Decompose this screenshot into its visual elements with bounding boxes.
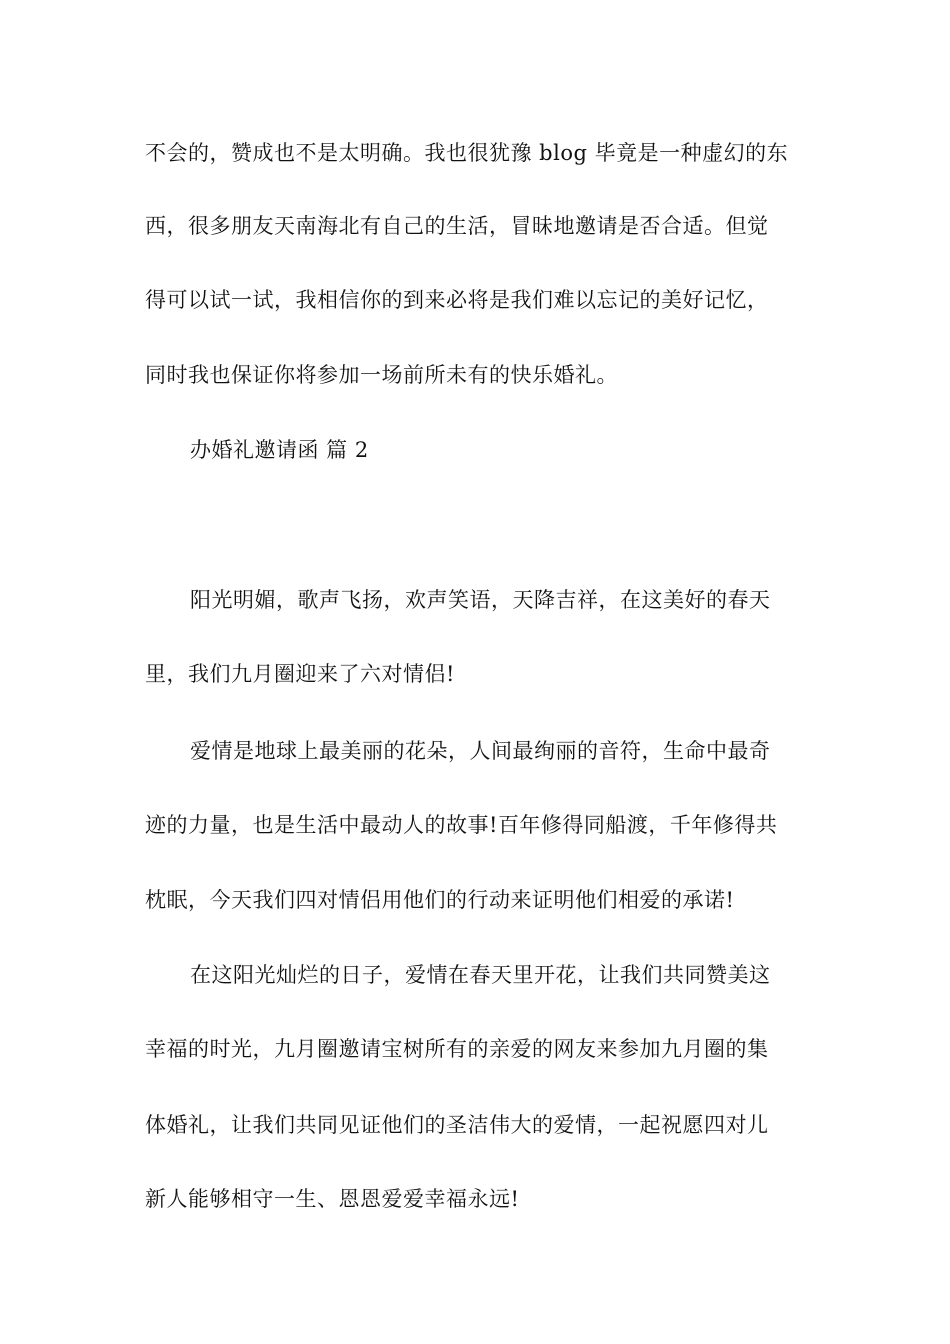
paragraph-line: 枕眠，今天我们四对情侣用他们的行动来证明他们相爱的承诺! [145,888,735,912]
paragraph-line: 西，很多朋友天南海北有自己的生活，冒昧地邀请是否合适。但觉 [145,214,769,238]
paragraph-line: 不会的，赞成也不是太明确。我也很犹豫 blog 毕竟是一种虚幻的东 [145,141,789,165]
paragraph-line: 爱情是地球上最美丽的花朵，人间最绚丽的音符，生命中最奇 [190,739,771,763]
paragraph-line: 里，我们九月圈迎来了六对情侣! [145,662,455,686]
paragraph-line: 在这阳光灿烂的日子，爱情在春天里开花，让我们共同赞美这 [190,963,771,987]
section-heading: 办婚礼邀请函 篇 2 [190,438,369,462]
paragraph-line: 新人能够相守一生、恩恩爱爱幸福永远! [145,1187,520,1211]
paragraph-line: 同时我也保证你将参加一场前所未有的快乐婚礼。 [145,363,618,387]
paragraph-line: 阳光明媚，歌声飞扬，欢声笑语，天降吉祥，在这美好的春天 [190,588,771,612]
paragraph-line: 幸福的时光，九月圈邀请宝树所有的亲爱的网友来参加九月圈的集 [145,1037,769,1061]
paragraph-line: 得可以试一试，我相信你的到来必将是我们难以忘记的美好记忆， [145,288,769,312]
paragraph-line: 迹的力量，也是生活中最动人的故事!百年修得同船渡，千年修得共 [145,813,778,837]
paragraph-line: 体婚礼，让我们共同见证他们的圣洁伟大的爱情，一起祝愿四对儿 [145,1113,769,1137]
